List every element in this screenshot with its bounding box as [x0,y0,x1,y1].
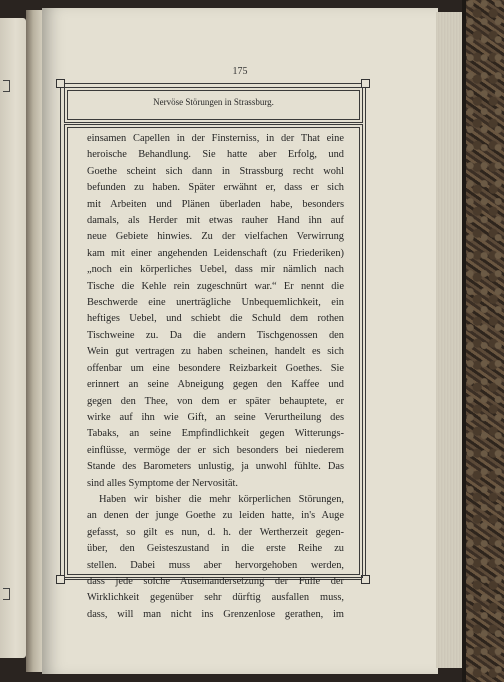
running-head-box [64,87,363,123]
text-line: befunden zu haben. Später erwähnt er, dass er sich [87,182,344,194]
text-line: an denen der junge Goethe zu leiden hatte, in's Auge [87,510,344,522]
text-line: wirke auf ihn wie Gift, an seine Verurtheilung des [87,411,344,423]
text-line: dass, will man nicht ins Grenzenlose gerathen, im [87,608,344,620]
text-line: einflüsse, vermöge der er sich besonders bei niederem [87,444,344,456]
left-page-frame-corner [3,588,10,600]
text-frame [64,124,363,620]
text-line: Tischweine zu. Da die andern Tischgenossen den [87,329,344,341]
marbled-cover [466,0,504,682]
text-line: damals, als Herder mit etwas rauher Hand ihn auf [87,215,344,227]
text-line: über, den Geisteszustand in die erste Reihe zu [87,543,344,555]
text-line: „noch ein körperliches Uebel, dass mir nämlich nach [87,264,344,276]
text-line: Beschwerde eine unerträgliche Unbequemlichkeit, ein [87,297,344,309]
body-text [87,131,344,623]
text-line: gegen den Thee, von dem er später behauptete, er [87,395,344,407]
book-page [42,8,438,674]
text-line: Tabaks, an seine Empfindlichkeit gegen Witterungs- [87,428,344,440]
text-line: dass jede solche Auseinandersetzung der Fülle der [87,575,344,587]
left-page-frame-corner [3,80,10,92]
text-line: Haben wir bisher die mehr körperlichen Störungen, [99,493,344,505]
text-line: heftiges Uebel, und schiebt die Schuld dem rothen [87,313,344,325]
text-line: gefasst, so gilt es nun, d. h. der Wertherzeit gegen- [87,526,344,538]
left-page-edge [0,18,26,658]
text-line: erinnert an seine Abneigung gegen den Kaffee und [87,379,344,391]
frame-right-line [365,83,366,580]
running-head: Nervöse Störungen in Strassburg. [153,97,274,107]
frame-left-line [60,83,61,580]
text-line: Stande des Barometers unlustig, ja unwohl fühlte. Das [87,461,344,473]
text-line: sind alles Symptome der Nervosität. [87,477,238,489]
page-number: 175 [232,66,248,77]
text-line: kam mit einer angehenden Leidenschaft (zu Friederiken) [87,247,344,259]
text-line: einsamen Capellen in der Finsterniss, in der That eine [87,133,344,144]
text-line: neue Gebiete hinwies. Zu der vielfachen Verwirrung [87,231,344,243]
text-line: mit Arbeiten und Plänen überladen habe, besonders [87,198,344,210]
frame-top-line [60,83,366,84]
text-line: Wein gut vertragen zu haben scheinen, handelt es sich [87,346,344,358]
text-line: Goethe scheint sich dann in Strassburg recht wohl [87,165,344,177]
text-line: heroische Behandlung. Sie hatte aber Erfolg, und [87,149,344,161]
text-line: Wirklichkeit gegenüber sehr dürftig ausfallen muss, [87,592,344,604]
text-line: offenbar um eine besondere Reizbarkeit Goethes. Sie [87,362,344,374]
text-line: stellen. Dabei muss aber hervorgehoben werden, [87,559,344,571]
text-line: Tische die Kehle rein zugeschnürt war.“ Er nennt die [87,280,344,292]
